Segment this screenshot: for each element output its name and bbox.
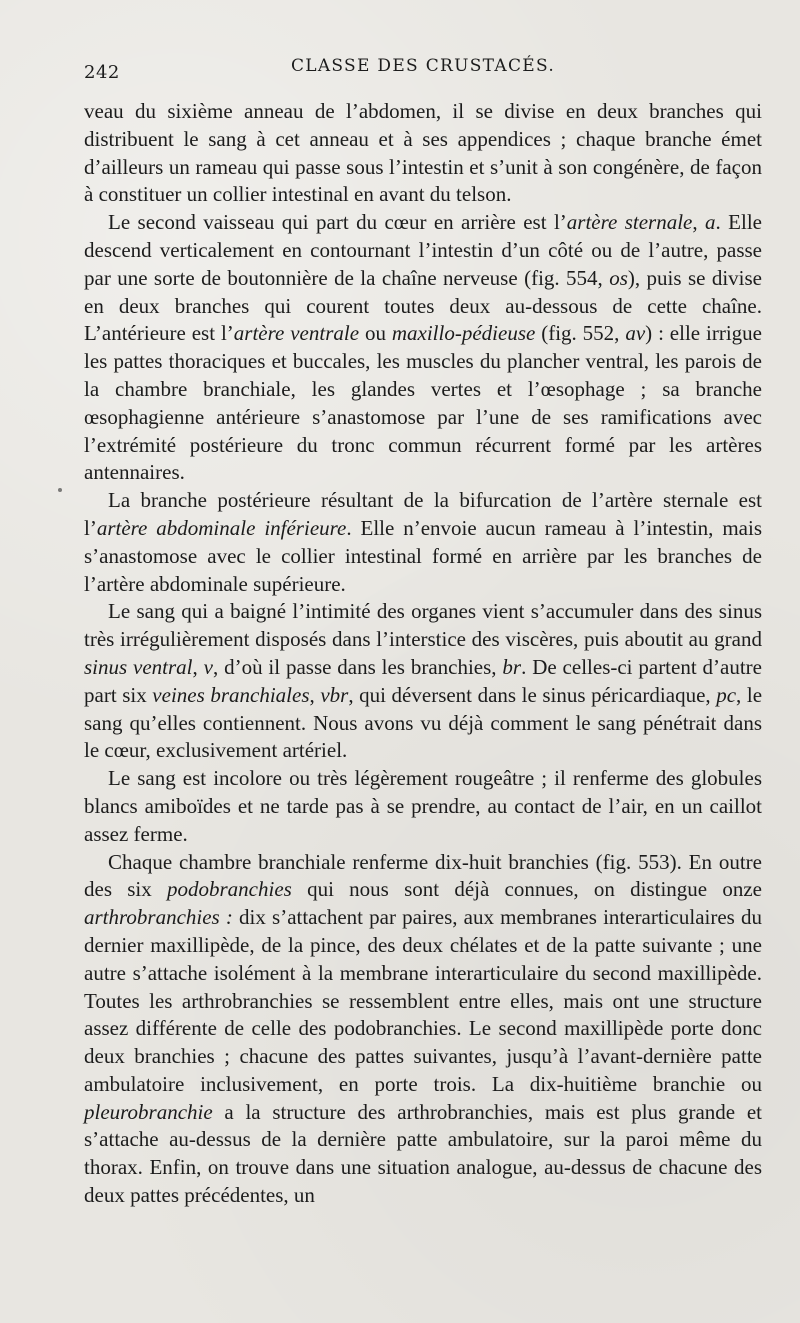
- italic-text-segment: artère ventrale: [233, 321, 360, 346]
- page-header: [84, 52, 762, 86]
- paragraph: [84, 598, 762, 765]
- italic-text-segment: vbr: [320, 682, 349, 707]
- italic-text-segment: pc: [716, 682, 737, 707]
- running-head: CLASSE DES CRUSTACÉS.: [290, 56, 556, 76]
- italic-text-segment: artère sternale: [566, 210, 693, 235]
- text-segment: ou: [359, 321, 392, 346]
- text-segment: (fig. 552,: [535, 321, 626, 346]
- italic-text-segment: podobranchies: [167, 877, 292, 902]
- italic-text-segment: maxillo-pédieuse: [391, 321, 536, 346]
- paragraph: [84, 849, 762, 1210]
- italic-text-segment: br: [502, 654, 522, 679]
- text-segment: . Elle n’envoie aucun rameau à l’intestin, mais s’anastomose avec le collier intestinal formé en arrière par les branches de l’artère abdominale supérieure.: [84, 515, 762, 596]
- text-segment: , d’où il passe dans les branchies,: [212, 654, 503, 679]
- italic-text-segment: pleurobranchie: [84, 1099, 213, 1124]
- italic-text-segment: a: [705, 210, 716, 235]
- text-segment: veau du sixième anneau de l’abdomen, il se divise en deux branches qui distribuent le sang à cet anneau et à ses appendices ; chaque branche émet d’ailleurs un rameau qui passe sous l’intestin et s’unit à son congénère, de façon à constituer un collier intestinal en avant du telson.: [84, 99, 762, 207]
- body-text: [84, 98, 762, 1210]
- text-segment: La branche postérieure résultant de la bifurcation de l’artère sternale est l’: [84, 488, 762, 540]
- italic-text-segment: os: [609, 265, 628, 290]
- text-segment: qui nous sont déjà connues, on distingue onze: [291, 877, 762, 902]
- italic-text-segment: artère abdominale inférieure: [96, 515, 347, 540]
- text-segment: ) : elle irrigue les pattes thoraciques et buccales, les muscles du plancher ventral, les parois de la chambre branchiale, les glandes vertes et l’œsophage ; sa branche œsophagienne antérieure s’anastomose par l’une de ses ramifications avec l’extrémité postérieure du tronc commun récurrent formé par les artères antennaires.: [84, 321, 762, 485]
- italic-text-segment: arthrobranchies :: [84, 905, 233, 930]
- text-segment: a la structure des arthrobranchies, mais est plus grande et s’attache au-dessus de la dernière patte ambulatoire, sur la paroi même du thorax. Enfin, on trouve dans une situation analogue, au-dessus de chacune des deux pattes précédentes, un: [84, 1099, 762, 1208]
- text-segment: dix s’attachent par paires, aux membranes interarticulaires du dernier maxillipède, de la pince, des deux chélates et de la patte suivante ; une autre s’attache isolément à la membrane interarticulaire du second maxillipède. Toutes les arthrobranchies se ressemblent entre elles, mais ont une structure assez différente de celle des podobranchies. Le second maxillipède porte donc deux branchies ; chacune des pattes suivantes, jusqu’à l’avant-dernière patte ambulatoire inclusivement, en porte trois. La dix-huitième branchie ou: [84, 905, 762, 1096]
- italic-text-segment: sinus ventral: [84, 654, 193, 679]
- text-segment: Le sang qui a baigné l’intimité des organes vient s’accumuler dans des sinus très irrégulièrement disposés dans l’interstice des viscères, puis aboutit au grand: [84, 599, 762, 652]
- paragraph: [84, 209, 762, 487]
- italic-text-segment: veines branchiales: [152, 682, 310, 707]
- paragraph: [84, 765, 762, 848]
- page-number: 242: [84, 62, 120, 83]
- paragraph: [84, 98, 762, 209]
- text-segment: , le sang qu’elles contiennent. Nous avons vu déjà comment le sang pénétrait dans le cœur, exclusivement artériel.: [84, 682, 763, 763]
- text-segment: , qui déversent dans le sinus péricardiaque,: [348, 682, 717, 707]
- italic-text-segment: v: [203, 654, 213, 679]
- text-segment: ,: [692, 210, 706, 235]
- text-segment: Le sang est incolore ou très légèrement rougeâtre ; il renferme des globules blancs amiboïdes et ne tarde pas à se prendre, au contact de l’air, en un caillot assez ferme.: [84, 766, 762, 846]
- text-segment: ), puis se divise en deux branches qui courent toutes deux au-dessous de cette chaîne. L’antérieure est l’: [84, 265, 762, 346]
- text-segment: . De celles-ci partent d’autre part six: [84, 654, 762, 707]
- text-segment: ,: [309, 682, 321, 707]
- text-segment: Chaque chambre branchiale renferme dix-huit branchies (fig. 553). En outre des six: [84, 849, 762, 902]
- text-segment: . Elle descend verticalement en contournant l’intestin d’un côté ou de l’autre, passe par une sorte de boutonnière de la chaîne nerveuse (fig. 554,: [84, 210, 762, 290]
- italic-text-segment: av: [625, 321, 646, 346]
- paragraph: [84, 487, 762, 598]
- text-segment: Le second vaisseau qui part du cœur en arrière est l’: [108, 210, 567, 235]
- margin-speck: [58, 488, 62, 492]
- text-segment: ,: [192, 654, 204, 679]
